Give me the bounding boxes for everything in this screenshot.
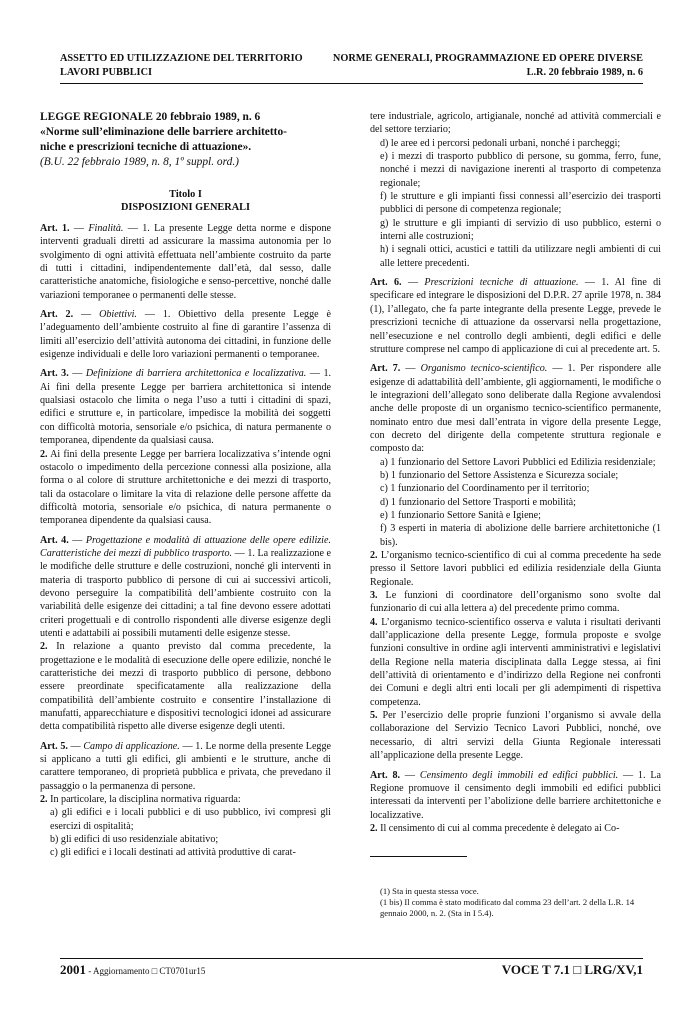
header-section-left: ASSETTO ED UTILIZZAZIONE DEL TERRITORIO xyxy=(60,53,303,64)
list-item: b) gli edifici di uso residenziale abitativo; xyxy=(50,834,219,846)
paragraph-number: 5. xyxy=(370,710,378,722)
article-text: — 1. Le norme della presente Legge si applicano a tutti gli edifici, gli ambienti e le strutture, anche di carattere temporaneo, di proprietà pubblica e privata, che prevedano il passaggio o la permanenza di persone. xyxy=(40,740,332,792)
footer-voce-reference: VOCE T 7.1 □ LRG/XV,1 xyxy=(501,962,643,977)
article-heading: Censimento degli immobili ed edifici pubblici. xyxy=(419,769,619,781)
paragraph-number: 2. xyxy=(370,550,378,561)
running-header xyxy=(60,52,643,80)
article-heading: Obiettivi. xyxy=(99,309,137,321)
article-text: — 1. Obiettivo della presente Legge è l’adeguamento dell’ambiente costruito al fine di garantire l’assenza di limiti all’esercizio dell’attività autonoma dei cittadini, in funzione delle esigenze individuali e delle loro variazioni permanenti o temporanee. xyxy=(40,309,332,361)
right-column xyxy=(370,110,661,835)
header-subsection-left: LAVORI PUBBLICI xyxy=(60,67,153,78)
paragraph-number: 2. xyxy=(40,448,48,460)
footnote-1: (1) Sta in questa stessa voce. xyxy=(380,886,479,896)
list-item: e) i mezzi di trasporto pubblico di persone, su gomma, ferro, fune, nonché i mezzi di navigazione inerenti al trasporto di competenza regionale; xyxy=(380,151,661,189)
article-text: — 1. La Regione promuove il censimento degli immobili ed edifici pubblici interessati da interventi per l’abolizione delle barriere architettoniche e localizzative. xyxy=(370,769,661,821)
paragraph-text: L’organismo tecnico-scientifico osserva e valuta i risultati derivanti dall’applicazione della presente Legge, formula proposte e svolge funzioni consultive in ordine agli interventi amministrativi e legislativi della Regione nella materia disciplinata dalla Legge stessa, ai fini dell’attività di orientamento e d’indirizzo della Regione nei confronti dei Comuni e degli altri enti locali per gli adempimenti di rispettiva competenza. xyxy=(370,616,661,708)
law-subject-line2: niche e prescrizioni tecniche di attuazione». xyxy=(40,141,252,153)
paragraph-number: 2. xyxy=(370,822,378,834)
list-item: d) le aree ed i percorsi pedonali urbani, nonché i parcheggi; xyxy=(380,137,621,149)
list-item: g) le strutture e gli impianti di servizio di uso pubblico, esterni o interni alle costruzioni; xyxy=(380,217,661,243)
article-heading: Definizione di barriera architettonica e localizzativa. xyxy=(85,368,307,380)
article-paragraph xyxy=(370,709,661,762)
article-heading: Organismo tecnico-scientifico. xyxy=(420,363,548,375)
article-paragraph xyxy=(40,793,331,806)
article-paragraph xyxy=(40,640,331,733)
article-number: Art. 6. xyxy=(370,277,402,289)
list-item: f) 3 esperti in materia di abolizione delle barriere architettoniche (1 bis). xyxy=(380,523,661,548)
title-heading: Titolo I xyxy=(169,189,202,200)
article-7: Art. 7. — Organismo tecnico-scientifico. — 1. Per rispondere alle esigenze di adattabilità dell’ambiente, gli aggiornamenti, le modifiche o le integrazioni dell’allegato sono deliberate dalla Regione avvalendosi anche delle proposte di un organismo tecnico-scientifico permanente, nominato entro due mesi dall’entrata in vigore della presente Legge, con decreto del dirigente della competente struttura regionale e composto da: xyxy=(370,363,662,455)
paragraph-text: L’organismo tecnico-scientifico di cui al comma precedente ha sede presso il Settore lavori pubblici ed edilizia residenziale della Giunta Regionale. xyxy=(370,550,661,588)
article-number: Art. 7. xyxy=(370,363,401,375)
list-item: h) i segnali ottici, acustici e tattili da utilizzare negli ambienti di cui alle lettere precedenti. xyxy=(380,244,661,269)
paragraph-number: 2. xyxy=(40,641,48,653)
article-8: Art. 8. — Censimento degli immobili ed edifici pubblici. — 1. La Regione promuove il censimento degli immobili ed edifici pubblici interessati da interventi per l’abolizione delle barriere architettoniche e localizzative. xyxy=(370,769,661,821)
paragraph-text: Il censimento di cui al comma precedente è delegato ai Co- xyxy=(377,822,620,834)
article-number: Art. 5. xyxy=(40,740,68,752)
footer-year: 2001 xyxy=(60,962,86,977)
law-bulletin-reference: (B.U. 22 febbraio 1989, n. 8, 1º suppl. ord.) xyxy=(40,156,239,168)
paragraph-text: In particolare, la disciplina normativa riguarda: xyxy=(47,794,241,806)
law-title: LEGGE REGIONALE 20 febbraio 1989, n. 6 xyxy=(40,111,261,123)
article-text: — 1. La presente Legge detta norme e dispone interventi graduali diretti ad assicurare la massima autonomia per lo svolgimento di ogni attività effettuata nell’ambiente costruito da parte di tutti i cittadini, indipendentemente dall’età, dal sesso, dalle caratteristiche anatomiche, fisiologiche e senso-percettive, nonché dalle variazioni temporanee o permanenti delle stesse. xyxy=(40,223,332,301)
list-item-continued: tere industriale, agricolo, artigianale, nonché ad attività commerciali e del settore terziario; xyxy=(370,111,661,136)
article-heading: Progettazione e modalità di attuazione delle opere edilizie. Caratteristiche dei mezzi di pubblico trasporto. xyxy=(40,534,331,559)
article-3: Art. 3. — Definizione di barriera architettonica e localizzativa. — 1. Ai fini della presente Legge per barriera architettonica si intende qualsiasi ostacolo che limita o nega l’uso a tutti i cittadini di spazi, edifici e strutture e, in particolare, impedisce la mobilità dei soggetti con difficoltà motoria, sensoriale e/o psichica, di natura permanente o temporanea, dipendente da qualsiasi causa. xyxy=(40,368,332,447)
paragraph-text: In relazione a quanto previsto dal comma precedente, la progettazione e le modalità di esecuzione delle opere edilizie, nonché le caratteristiche dei mezzi di trasporto pubblico di persone, debbono essere preordinate specificatamente alla realizzazione della compatibilità dell’ambiente costruito e consentire l’installazione di manufatti, apparecchiature e dispositivi tecnologici idonei ad assicurare detta compatibilità rispetto alle diverse esigenze degli utenti. xyxy=(40,641,331,733)
article-4: Art. 4. — Progettazione e modalità di attuazione delle opere edilizie. Caratteristiche dei mezzi di pubblico trasporto. — 1. La realizzazione e le modifiche delle strutture e delle costruzioni, nonché gli interventi in materia di trasporto pubblico di persone di cui ai successivi articoli, devono perseguire la compatibilità dell’ambiente costruito con la variabilità delle esigenze dei cittadini; a tal fine devono essere adottati criteri progettuali e di controllo rispondenti alle diverse esigenze degli utenti e adattabili ai possibili mutamenti delle esigenze stesse. xyxy=(40,534,331,639)
paragraph-number: 4. xyxy=(370,616,378,628)
title-subheading: DISPOSIZIONI GENERALI xyxy=(120,202,251,213)
article-number: Art. 8. xyxy=(370,769,401,781)
paragraph-number: 2. xyxy=(40,794,48,806)
running-footer xyxy=(60,962,643,978)
header-law-reference: L.R. 20 febbraio 1989, n. 6 xyxy=(526,67,643,78)
list-item: f) le strutture e gli impianti fissi connessi all’esercizio dei trasporti pubblici di persone di competenza regionale; xyxy=(380,191,661,216)
law-subject-line1: «Norme sull’eliminazione delle barriere architetto- xyxy=(40,126,287,138)
article-paragraph xyxy=(40,448,331,528)
article-5: Art. 5. — Campo di applicazione. — 1. Le norme della presente Legge si applicano a tutti gli edifici, gli ambienti e le strutture, anche di carattere temporaneo, di proprietà pubblica e privata, che prevedano il passaggio o la permanenza di persone. xyxy=(40,740,332,792)
footnote-1bis: (1 bis) Il comma è stato modificato dal comma 23 dell’art. 2 della L.R. 14 gennaio 2000, n. 2. (Sta in I 5.4). xyxy=(380,897,635,918)
article-text: — 1. Ai fini della presente Legge per barriera architettonica si intende qualsiasi ostacolo che limita o nega l’uso a tutti i cittadini di spazi, edifici e strutture e, in particolare, impedisce la mobilità dei soggetti con difficoltà motoria, sensoriale e/o psichica, di natura permanente o temporanea, dipendente da qualsiasi causa. xyxy=(40,368,332,447)
article-text: — 1. Al fine di specificare ed integrare le disposizioni del D.P.R. 27 aprile 1978, n. 384 (1), l’allegato, che fa parte integrante della presente Legge, prevede le prescrizioni tecniche di attuazione da osservarsi nella progettazione, nell’esecuzione e nel controllo degli ambienti, degli edifici e delle strutture comprese nel campo di applicazione di cui al precedente art. 5. xyxy=(370,277,662,355)
list-item: e) 1 funzionario Settore Sanità e Igiene; xyxy=(380,509,541,521)
article-heading: Prescrizioni tecniche di attuazione. xyxy=(424,277,579,289)
article-text: — 1. La realizzazione e le modifiche delle strutture e delle costruzioni, nonché gli interventi in materia di trasporto pubblico di persone di cui ai successivi articoli, devono perseguire la compatibilità dell’ambiente costruito con la variabilità delle esigenze dei cittadini; a tal fine devono essere adottati criteri progettuali e di controllo rispondenti alle diverse esigenze degli utenti e adattabili ai possibili mutamenti delle esigenze stesse. xyxy=(40,547,331,639)
list-item: b) 1 funzionario del Settore Assistenza e Sicurezza sociale; xyxy=(380,469,619,481)
list-item: c) gli edifici e i locali destinati ad attività produttive di carat- xyxy=(50,847,296,859)
footer-rule xyxy=(60,958,643,959)
header-section-right: NORME GENERALI, PROGRAMMAZIONE ED OPERE DIVERSE xyxy=(332,53,643,64)
footer-update-code: - Aggiornamento □ CT0701ur15 xyxy=(86,966,206,976)
article-number: Art. 1. xyxy=(40,223,70,234)
paragraph-text: Ai fini della presente Legge per barriera localizzativa s’intende ogni ostacolo o impedimento della percezione connessi alla posizione, alla forma o al colore di strutture architettoniche e dei mezzi di trasporto, tali da ostacolare o limitare la vita di relazione delle persone affette da difficoltà motoria, sensoriale e/o psichica, di natura permanente o temporanea dipendente da qualsiasi causa. xyxy=(40,448,331,527)
header-rule xyxy=(60,83,643,84)
article-6: Art. 6. — Prescrizioni tecniche di attuazione. — 1. Al fine di specificare ed integrare le disposizioni del D.P.R. 27 aprile 1978, n. 384 (1), l’allegato, che fa parte integrante della presente Legge, prevede le prescrizioni tecniche di attuazione da osservarsi nella progettazione, nell’esecuzione e nel controllo degli ambienti, degli edifici e delle strutture comprese nel campo di applicazione di cui al precedente art. 5. xyxy=(370,277,662,355)
footnotes xyxy=(370,886,661,919)
article-heading: Finalità. xyxy=(88,223,124,234)
article-number: Art. 3. xyxy=(40,368,69,380)
list-item: a) 1 funzionario del Settore Lavori Pubblici ed Edilizia residenziale; xyxy=(380,456,656,468)
paragraph-number: 3. xyxy=(370,590,378,602)
article-paragraph xyxy=(370,822,661,835)
article-number: Art. 4. xyxy=(40,534,69,546)
article-paragraph xyxy=(370,589,661,616)
left-column xyxy=(40,110,331,860)
article-number: Art. 2. xyxy=(40,309,74,321)
footnote-rule xyxy=(370,856,467,857)
article-2: Art. 2. — Obiettivi. — 1. Obiettivo della presente Legge è l’adeguamento dell’ambiente costruito al fine di garantire l’assenza di limiti all’esercizio dell’attività autonoma dei cittadini, in funzione delle esigenze individuali e delle loro variazioni permanenti o temporanee. xyxy=(40,309,332,361)
article-1: Art. 1. — Finalità. — 1. La presente Legge detta norme e dispone interventi graduali diretti ad assicurare la massima autonomia per lo svolgimento di ogni attività effettuata nell’ambiente costruito da parte di tutti i cittadini, indipendentemente dall’età, dal sesso, dalle caratteristiche anatomiche, fisiologiche e senso-percettive, nonché dalle variazioni temporanee o permanenti delle stesse. xyxy=(40,223,332,301)
paragraph-text: Le funzioni di coordinatore dell’organismo sono svolte dal funzionario di cui alla lettera a) del precedente primo comma. xyxy=(370,590,661,615)
list-item: a) gli edifici e i locali pubblici e di uso pubblico, ivi compresi gli esercizi di ospitalità; xyxy=(50,807,331,832)
paragraph-text: Per l’esercizio delle proprie funzioni l’organismo si avvale della collaborazione del Servizio Tecnico Lavori Pubblici, nonché, ove necessario, di altri servizi della Giunta Regionale interessati all’applicazione della presente Legge. xyxy=(370,710,661,762)
article-paragraph xyxy=(370,616,661,709)
article-text: — 1. Per rispondere alle esigenze di adattabilità dell’ambiente, gli aggiornamenti, le modifiche o le integrazioni dell’allegato sono deliberate dalla Regione avvalendosi anche delle proposte di un organismo tecnico-scientifico permanente, nominato entro due mesi dall’entrata in vigore della presente Legge, con decreto del dirigente della competente struttura regionale e composto da: xyxy=(370,363,662,455)
article-heading: Campo di applicazione. xyxy=(83,740,180,752)
footer-update-info xyxy=(60,962,205,978)
list-item: c) 1 funzionario del Coordinamento per il territorio; xyxy=(380,483,590,495)
article-paragraph xyxy=(370,549,661,589)
list-item: d) 1 funzionario del Settore Trasporti e mobilità; xyxy=(380,496,576,508)
